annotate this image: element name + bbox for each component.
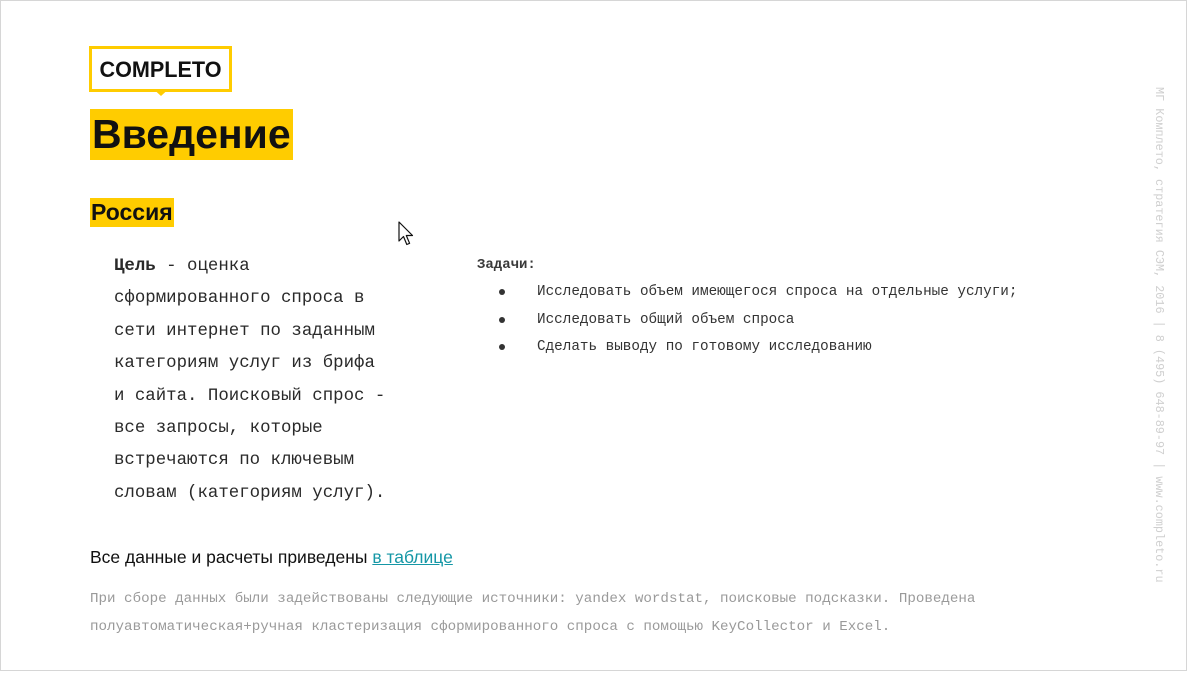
- goal-line: все запросы, которые: [114, 419, 323, 439]
- vertical-footer-text: МГ Комплето, стратегия СЭМ, 2016 | 8 (495) 648-89-97 | www.completo.ru: [1152, 87, 1166, 583]
- logo-text: COMPLETO: [99, 57, 222, 82]
- sources-note: [90, 585, 1080, 641]
- task-text: Исследовать общий объем спроса: [537, 311, 795, 328]
- page-title: Введение: [90, 109, 293, 160]
- task-text: Исследовать объем имеющегося спроса на отдельные услуги;: [537, 284, 1018, 300]
- sources-note-line: При сборе данных были задействованы следующие источники: yandex wordstat, поисковые подсказки. Проведена: [90, 591, 976, 607]
- bullet-icon: [499, 289, 505, 295]
- logo-badge: [89, 46, 232, 98]
- goal-line: словам (категориям услуг).: [114, 483, 386, 503]
- goal-line: сформированного спроса в: [114, 289, 365, 309]
- table-link[interactable]: в таблице: [372, 547, 453, 567]
- goal-line: и сайта. Поисковый спрос -: [114, 386, 386, 406]
- goal-line: категориям услуг из брифа: [114, 354, 375, 374]
- task-text: Сделать выводу по готовому исследованию: [537, 339, 872, 355]
- mouse-pointer-icon: [398, 221, 414, 252]
- data-reference-text: Все данные и расчеты приведены: [90, 547, 373, 567]
- vertical-footer: [1150, 87, 1168, 597]
- goal-label: Цель: [114, 257, 156, 276]
- bullet-icon: [499, 344, 505, 350]
- goal-line: Цель - оценка: [114, 257, 250, 276]
- completo-logo: [89, 46, 232, 93]
- sources-note-line: полуавтоматическая+ручная кластеризация сформированного спроса с помощью KeyCollector и Excel.: [90, 619, 891, 635]
- bullet-icon: [499, 317, 505, 323]
- goal-paragraph: [114, 251, 414, 510]
- data-reference: [90, 546, 453, 568]
- goal-line: сети интернет по заданным: [114, 321, 375, 341]
- section-title: Россия: [91, 199, 173, 225]
- goal-line: встречаются по ключевым: [114, 451, 355, 471]
- tasks-heading: Задачи:: [477, 257, 536, 273]
